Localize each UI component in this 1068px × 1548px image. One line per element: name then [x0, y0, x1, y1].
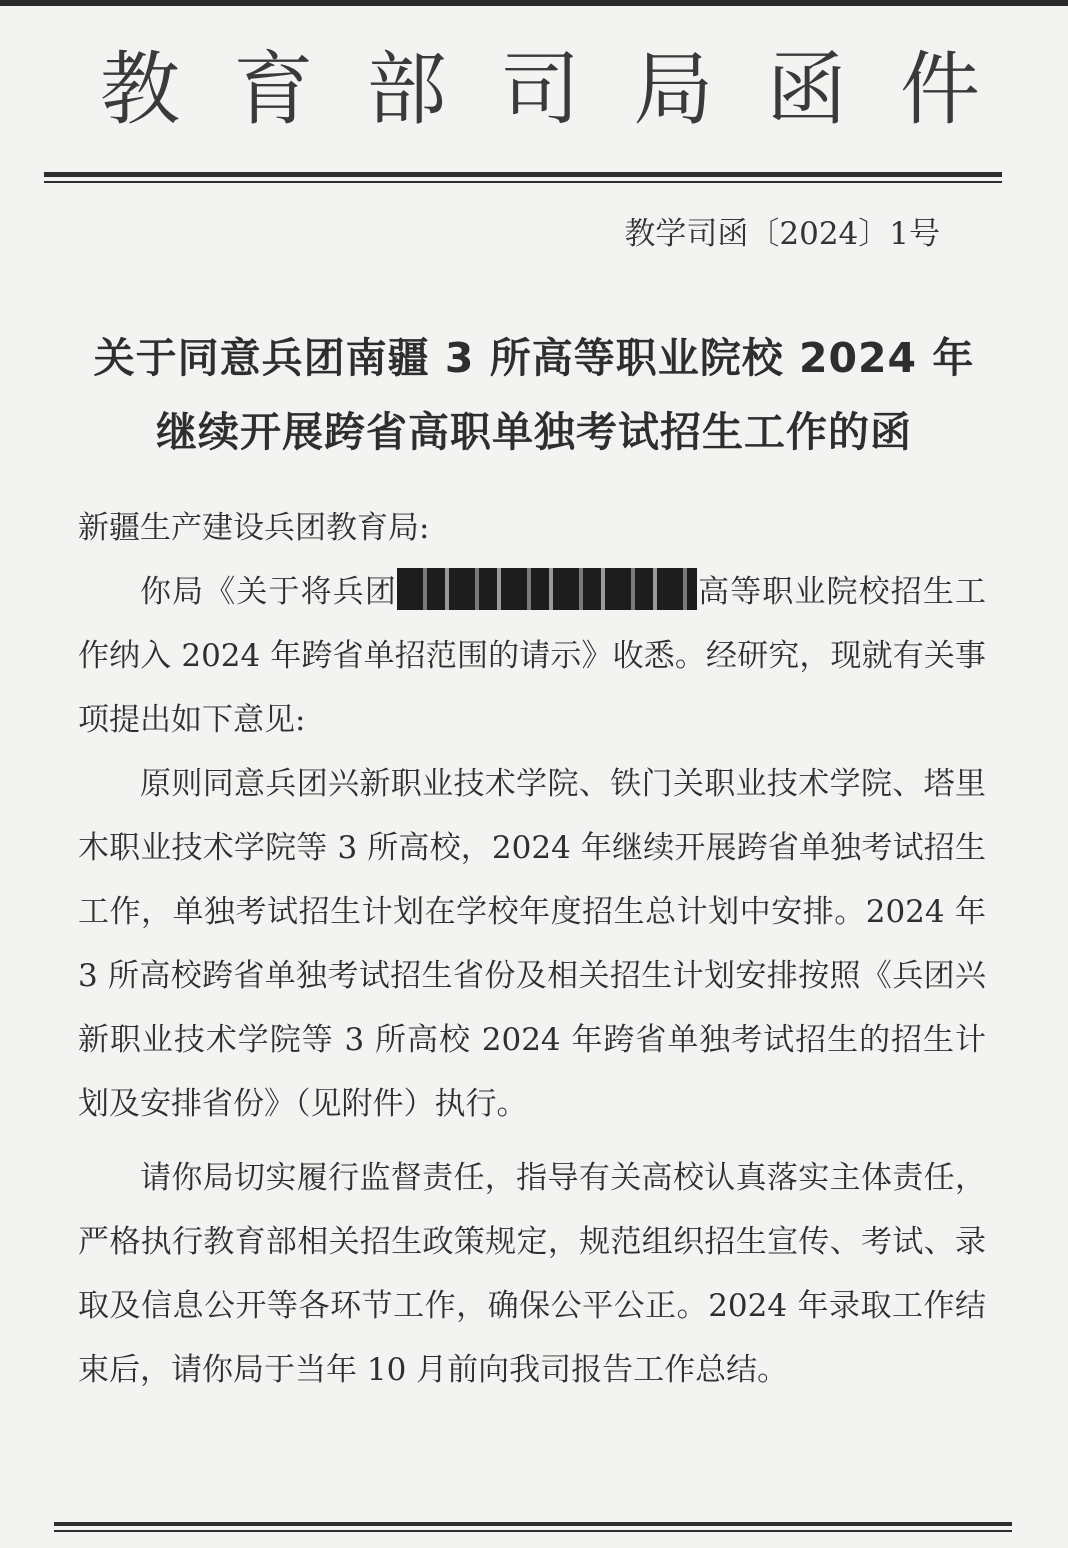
paragraph-request — [78, 560, 986, 752]
document-title-line-2: 继续开展跨省高职单独考试招生工作的函 — [156, 408, 912, 456]
redaction-block — [397, 568, 697, 610]
letterhead-char: 函 — [766, 43, 847, 136]
footer-rule-thick — [54, 1522, 1012, 1526]
recipient-line: 新疆生产建设兵团教育局: — [78, 510, 430, 546]
letterhead-title — [100, 38, 980, 142]
letterhead-char: 局 — [633, 43, 714, 136]
paragraph-text: 高等职业院校招生工作纳入 2024 年跨省单招范围的请示》收悉。经研究，现就有关事项提出如下意见: — [78, 574, 987, 738]
letterhead-char: 件 — [899, 43, 980, 136]
paragraph-approval: 原则同意兵团兴新职业技术学院、铁门关职业技术学院、塔里木职业技术学院等 3 所高校，2024 年继续开展跨省单独考试招生工作，单独考试招生计划在学校年度招生总计划中安排。2024 年 3 所高校跨省单独考试招生省份及相关招生计划安排按照《兵团兴新职业技术学院等 3 所高校 2024 年跨省单独考试招生的招生计划及安排省份》（见附件）执行。 — [78, 766, 986, 1122]
letterhead-char: 司 — [499, 43, 580, 136]
document-number: 教学司函〔2024〕1号 — [624, 216, 940, 252]
letterhead-rule-thick — [44, 172, 1002, 177]
footer-rule-thin — [54, 1530, 1012, 1532]
letterhead-rule-thin — [44, 181, 1002, 183]
letterhead-char: 教 — [100, 43, 180, 136]
top-dark-strip — [0, 0, 1068, 6]
document-body — [78, 496, 986, 1402]
paragraph-text: 你局《关于将兵团 — [140, 574, 397, 610]
paragraph-supervision: 请你局切实履行监督责任，指导有关高校认真落实主体责任，严格执行教育部相关招生政策规定，规范组织招生宣传、考试、录取及信息公开等各环节工作，确保公平公正。2024 年录取工作结束后，请你局于当年 10 月前向我司报告工作总结。 — [78, 1160, 986, 1388]
document-title-line-1: 关于同意兵团南疆 3 所高等职业院校 2024 年 — [93, 334, 975, 382]
letterhead-char: 部 — [366, 43, 447, 136]
letterhead-char: 育 — [233, 43, 314, 136]
